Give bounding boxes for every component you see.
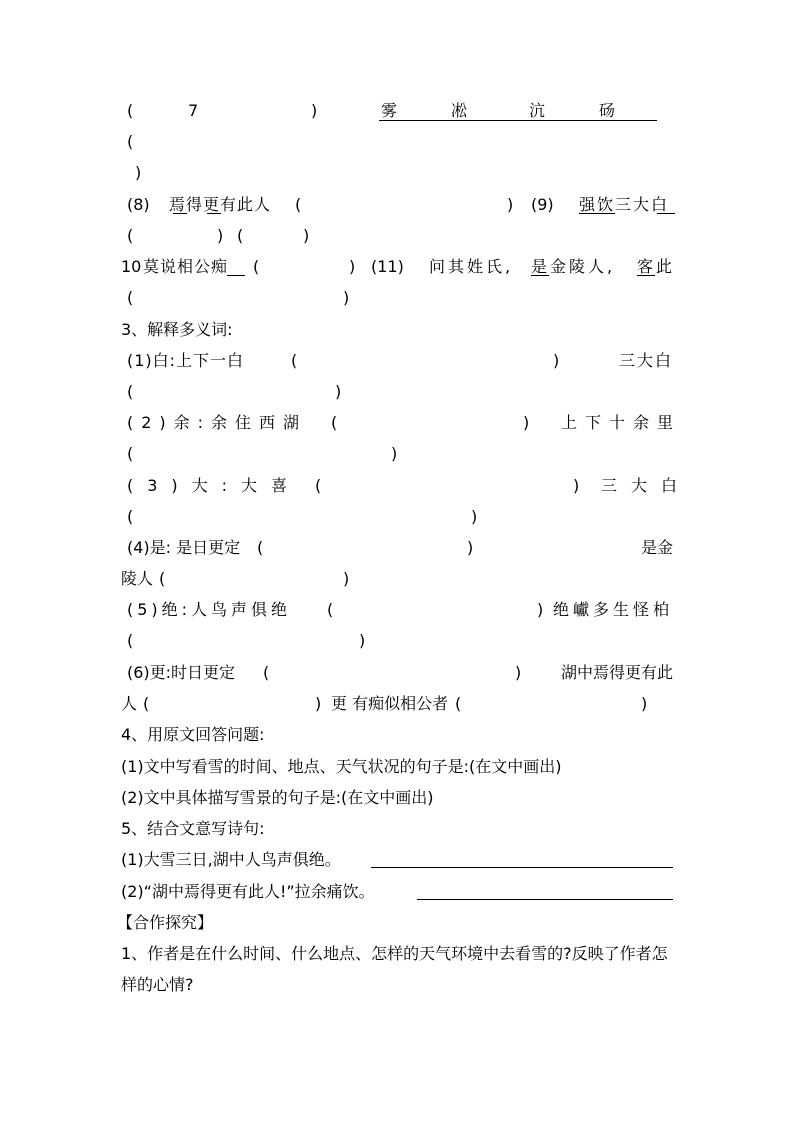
- item-text: 三大白: [619, 351, 674, 370]
- paren-open: (: [257, 538, 264, 557]
- paren-open: (: [127, 226, 134, 245]
- item-text: 上下十余里: [561, 413, 682, 432]
- underline-mark: [637, 275, 655, 276]
- paren-line: [121, 381, 674, 403]
- q3-item5-line: [121, 599, 674, 621]
- paren-close: ): [343, 288, 350, 307]
- answer-blank[interactable]: [417, 899, 673, 900]
- q3-item6-cont-line: [121, 693, 674, 715]
- item-text: 湖中焉得更有此: [561, 663, 674, 682]
- paren-close: ): [343, 569, 350, 588]
- paren-open: (: [327, 600, 334, 619]
- paren-open: (: [127, 631, 134, 650]
- paren-close: ): [507, 195, 514, 214]
- paren-close: ): [349, 257, 356, 276]
- underline-mark: [173, 213, 187, 214]
- paren-close: ): [641, 694, 648, 713]
- paren-close: ): [303, 226, 310, 245]
- q3-item4-cont-line: [121, 568, 674, 590]
- item-text: (5)绝:人鸟声俱绝: [127, 600, 292, 619]
- q3-item4-line: [121, 537, 674, 559]
- q3-item6-line: [121, 662, 674, 684]
- item-number: (8): [127, 195, 150, 214]
- section-title: 【合作探究】: [117, 913, 214, 932]
- phrase-text: 客此: [637, 257, 676, 276]
- paren-open: (: [315, 476, 322, 495]
- item-text: 陵人: [121, 569, 154, 588]
- explore-q1-line1: 1、作者是在什么时间、什么地点、怎样的天气环境中去看雪的?反映了作者怎: [121, 944, 668, 963]
- paren-close: ): [471, 507, 478, 526]
- paren-open: (: [291, 351, 298, 370]
- item-text: 绝巘多生怪柏: [553, 600, 674, 619]
- paren-open: (: [127, 382, 134, 401]
- q5-item1-line: [121, 849, 674, 871]
- item-text: 三大白: [601, 476, 692, 495]
- item-text: (2)“湖中焉得更有此人!”拉余痛饮。: [121, 882, 375, 901]
- paren-open: (: [331, 413, 338, 432]
- underline-mark: [579, 213, 615, 214]
- item-text: (2)余:余住西湖: [127, 413, 308, 432]
- paren-open: (: [127, 101, 134, 120]
- q3-item1-line: [121, 350, 674, 372]
- paren-close: ): [515, 663, 522, 682]
- paren-close: ): [217, 226, 224, 245]
- paren-close: ): [315, 694, 322, 713]
- paren-open: (: [237, 226, 244, 245]
- q3-item3-line: [121, 475, 692, 497]
- q4-title: 4、用原文回答问题:: [121, 725, 265, 744]
- paren-close: ): [135, 163, 142, 182]
- paren-open: (: [159, 569, 166, 588]
- underlined-phrase: [379, 100, 657, 121]
- item-text: (3)大:大喜: [127, 476, 302, 495]
- paren-open: (: [127, 444, 134, 463]
- paren-open: (: [127, 507, 134, 526]
- paren-close: ): [537, 600, 544, 619]
- underline-mark: [227, 275, 245, 276]
- paren-close: ): [335, 382, 342, 401]
- paren-pair-line: [121, 225, 674, 247]
- q2-item10-11-line: [121, 256, 674, 278]
- phrase-text: 焉得更有此人: [169, 195, 272, 214]
- item-number: (11): [371, 257, 404, 276]
- paren-close: ): [391, 444, 398, 463]
- paren-line: [121, 162, 674, 184]
- q5-title: 5、结合文意写诗句:: [121, 819, 265, 838]
- paren-line: [121, 287, 674, 309]
- q2-item8-9-line: [121, 194, 674, 216]
- paren-open: (: [295, 195, 302, 214]
- q2-item7-line: [121, 100, 674, 122]
- phrase-text: 强饮三大白: [579, 195, 670, 214]
- underline-mark: [657, 213, 675, 214]
- word: 凇: [451, 101, 468, 120]
- phrase-text: 问其姓氏,: [429, 257, 514, 276]
- paren-open: (: [455, 694, 462, 713]
- paren-line: [121, 443, 674, 465]
- paren-close: ): [523, 413, 530, 432]
- item-text: 更 有痴似相公者: [331, 694, 449, 713]
- paren-open: (: [143, 694, 150, 713]
- paren-line: [121, 630, 674, 652]
- item-text: (1)白:上下一白: [127, 351, 245, 370]
- item-number: 10: [121, 257, 142, 276]
- phrase-text: 是金陵人,: [531, 257, 616, 276]
- word: 沆: [529, 101, 546, 120]
- underline-mark: [531, 275, 549, 276]
- item-text: 人: [121, 694, 138, 713]
- word: 砀: [599, 101, 616, 120]
- q5-item2-line: [121, 881, 674, 903]
- explore-q1-line2: 样的心情?: [121, 975, 194, 994]
- paren-line: [121, 506, 674, 528]
- paren-open: (: [253, 257, 260, 276]
- q4-item1: (1)文中写看雪的时间、地点、天气状况的句子是:(在文中画出): [121, 757, 562, 776]
- paren-close: ): [311, 101, 318, 120]
- q3-item2-line: [121, 412, 682, 434]
- phrase-text: 莫说相公痴: [143, 257, 229, 276]
- q3-title: 3、解释多义词:: [121, 320, 233, 339]
- paren-open: (: [263, 663, 270, 682]
- paren-close: ): [359, 631, 366, 650]
- paren-close: ): [573, 476, 580, 495]
- item-number: (9): [531, 195, 554, 214]
- paren-line: [121, 131, 674, 153]
- q4-item2: (2)文中具体描写雪景的句子是:(在文中画出): [121, 788, 434, 807]
- item-text: 是金: [641, 538, 674, 557]
- item-number: 7: [188, 101, 199, 120]
- paren-open: (: [127, 132, 134, 151]
- word: 雾: [381, 101, 398, 120]
- paren-close: ): [553, 351, 560, 370]
- underline-mark: [207, 213, 221, 214]
- item-text: (4)是: 是日更定: [127, 538, 241, 557]
- answer-blank[interactable]: [371, 867, 673, 868]
- paren-close: ): [467, 538, 474, 557]
- item-text: (1)大雪三日,湖中人鸟声俱绝。: [121, 850, 341, 869]
- item-text: (6)更:时日更定: [127, 663, 236, 682]
- paren-open: (: [127, 288, 134, 307]
